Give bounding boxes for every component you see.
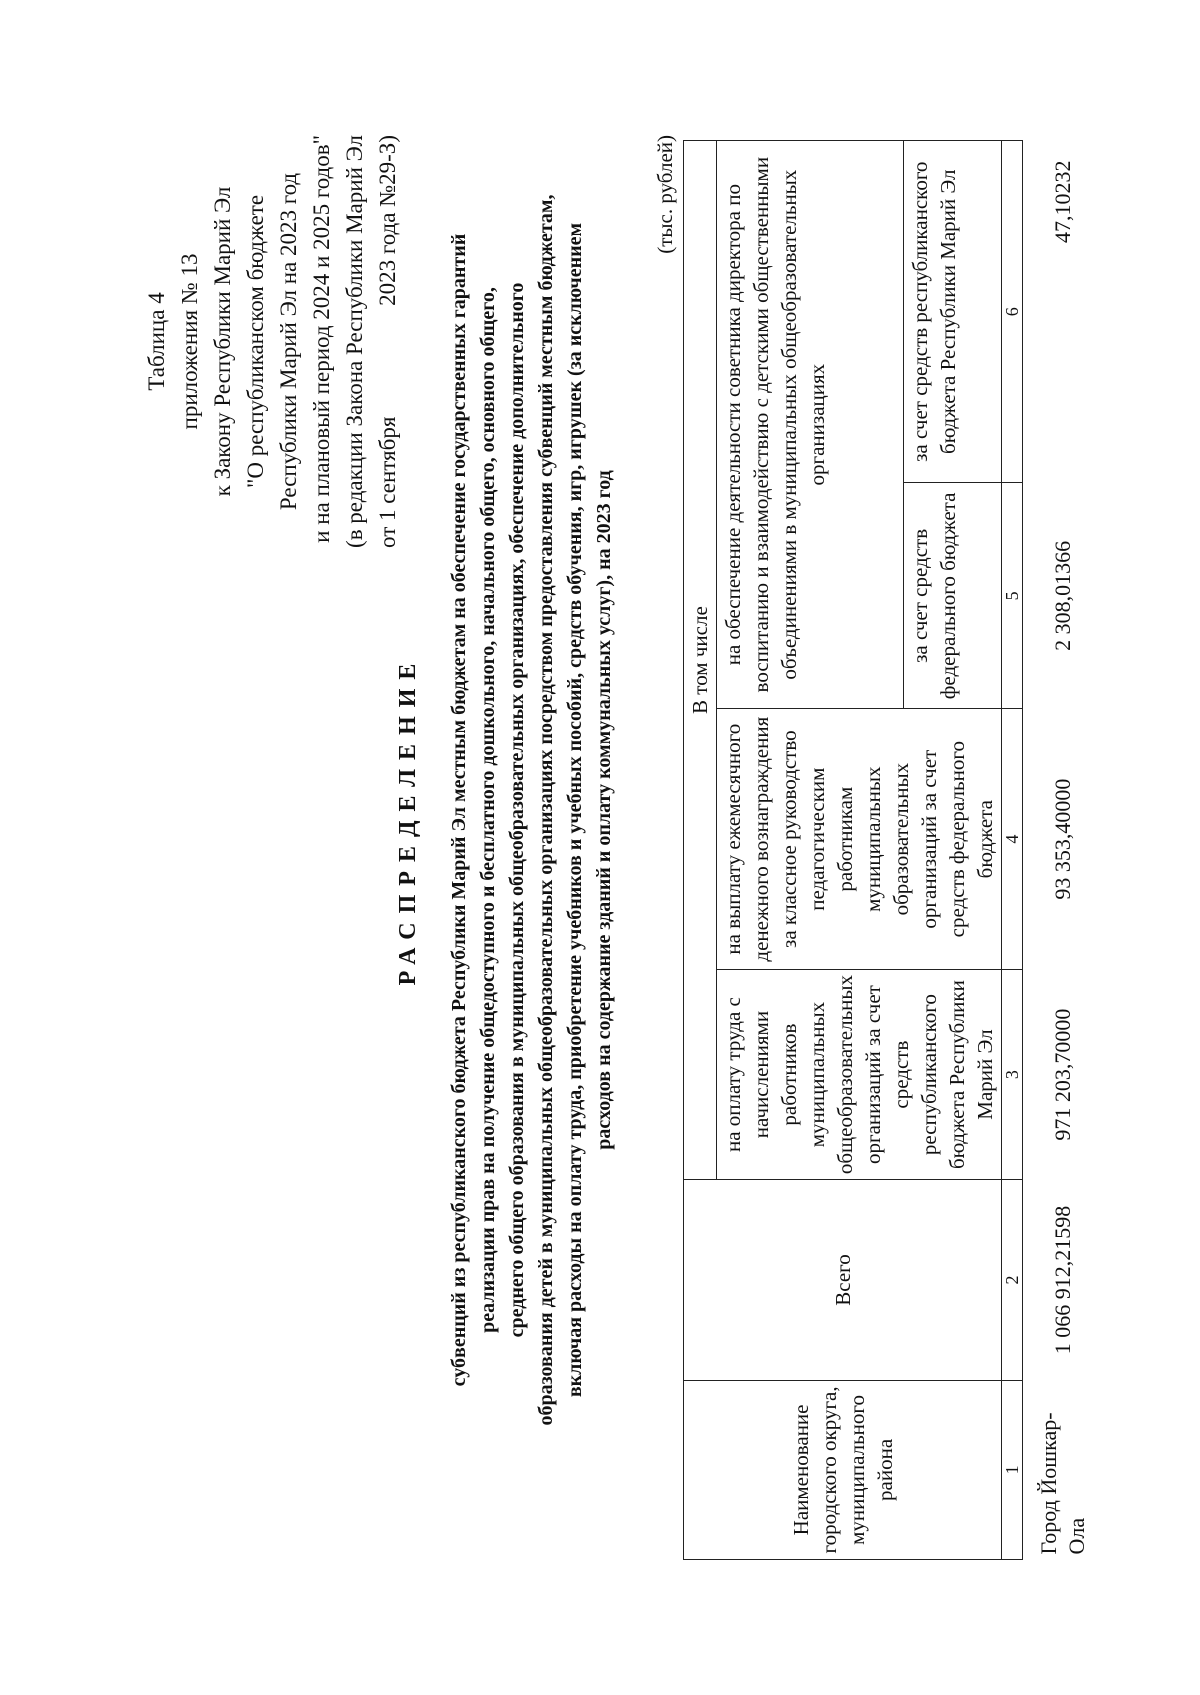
column-number: 3 [1002, 970, 1023, 1180]
column-number: 5 [1002, 483, 1023, 709]
table-number: Таблица 4 [144, 292, 169, 391]
header-col5: за счет средств федерального бюджета [904, 483, 1002, 709]
appendix-number: приложения № 13 [177, 253, 202, 430]
revision-date-suffix: 2023 года №29-З) [375, 135, 400, 306]
header-total-column: Всего [684, 1180, 1002, 1381]
subtitle-line: реализации прав на получение общедоступного и бесплатного дошкольного, начального общего, основного общего, [477, 287, 499, 1333]
row-total: 1 066 912,21598 [1050, 1205, 1075, 1355]
document-subtitle [445, 180, 619, 1440]
row-col5: 2 308,01366 [1050, 540, 1075, 651]
document-title: РАСПРЕДЕЛЕНИЕ [395, 654, 421, 986]
revision-note: (в редакции Закона Республики Марий Эл [342, 135, 367, 548]
law-title-line-1: "О республиканском бюджете [243, 194, 268, 489]
subtitle-line: субвенций из республиканского бюджета Республики Марий Эл местным бюджетам на обеспечение государственных гарантий [448, 233, 470, 1387]
appendix-header [140, 135, 404, 548]
distribution-table [683, 140, 1093, 1560]
units-label: (тыс. рублей) [653, 135, 677, 254]
law-title-line-3: и на плановый период 2024 и 2025 годов" [309, 135, 334, 543]
column-number: 4 [1002, 709, 1023, 970]
column-number: 1 [1002, 1380, 1023, 1559]
header-col3: на оплату труда с начислениями работников муниципальных общеобразовательных организаций за счет средств республиканского бюджета Республики Марий Эл [717, 970, 1002, 1180]
rotated-page [140, 40, 1200, 1600]
header-col4: на выплату ежемесячного денежного вознаграждения за классное руководство педагогическим работникам муниципальных образовательных организаций за счет средств федерального бюджета [717, 709, 1002, 970]
subtitle-line: образования детей в муниципальных общеобразовательных организациях посредством предоставления субвенций местным бюджетам, [535, 194, 557, 1426]
subtitle-line: среднего общего образования в муниципальных общеобразовательных организациях, обеспечение дополнительного [506, 282, 528, 1338]
revision-date-prefix: от 1 сентября [375, 416, 400, 548]
row-name: Город Йошкар-Ола [1036, 1412, 1089, 1555]
table-row [1023, 141, 1094, 1560]
row-col6: 47,10232 [1050, 160, 1075, 243]
subtitle-line: включая расходы на оплату труда, приобретение учебников и учебных пособий, средств обучения, игр, игрушек (за исключением [564, 222, 586, 1398]
header-including: В том числе [684, 141, 717, 1180]
header-col6: за счет средств республиканского бюджета Республики Марий Эл [904, 141, 1002, 483]
header-advisor-group: на обеспечение деятельности советника директора по воспитанию и взаимодействию с детскими общественными объединениями в муниципальных общеобразовательных организациях [717, 141, 904, 709]
law-title-line-2: Республики Марий Эл на 2023 год [276, 172, 301, 511]
row-col3: 971 203,70000 [1050, 1008, 1075, 1141]
column-number: 2 [1002, 1180, 1023, 1381]
row-col4: 93 353,40000 [1050, 778, 1075, 900]
header-name-column: Наименование городского округа, муниципального района [684, 1380, 1002, 1559]
column-number: 6 [1002, 141, 1023, 483]
law-reference: к Закону Республики Марий Эл [210, 186, 235, 497]
subtitle-line: расходов на содержание зданий и оплату коммунальных услуг), на 2023 год [593, 470, 615, 1150]
